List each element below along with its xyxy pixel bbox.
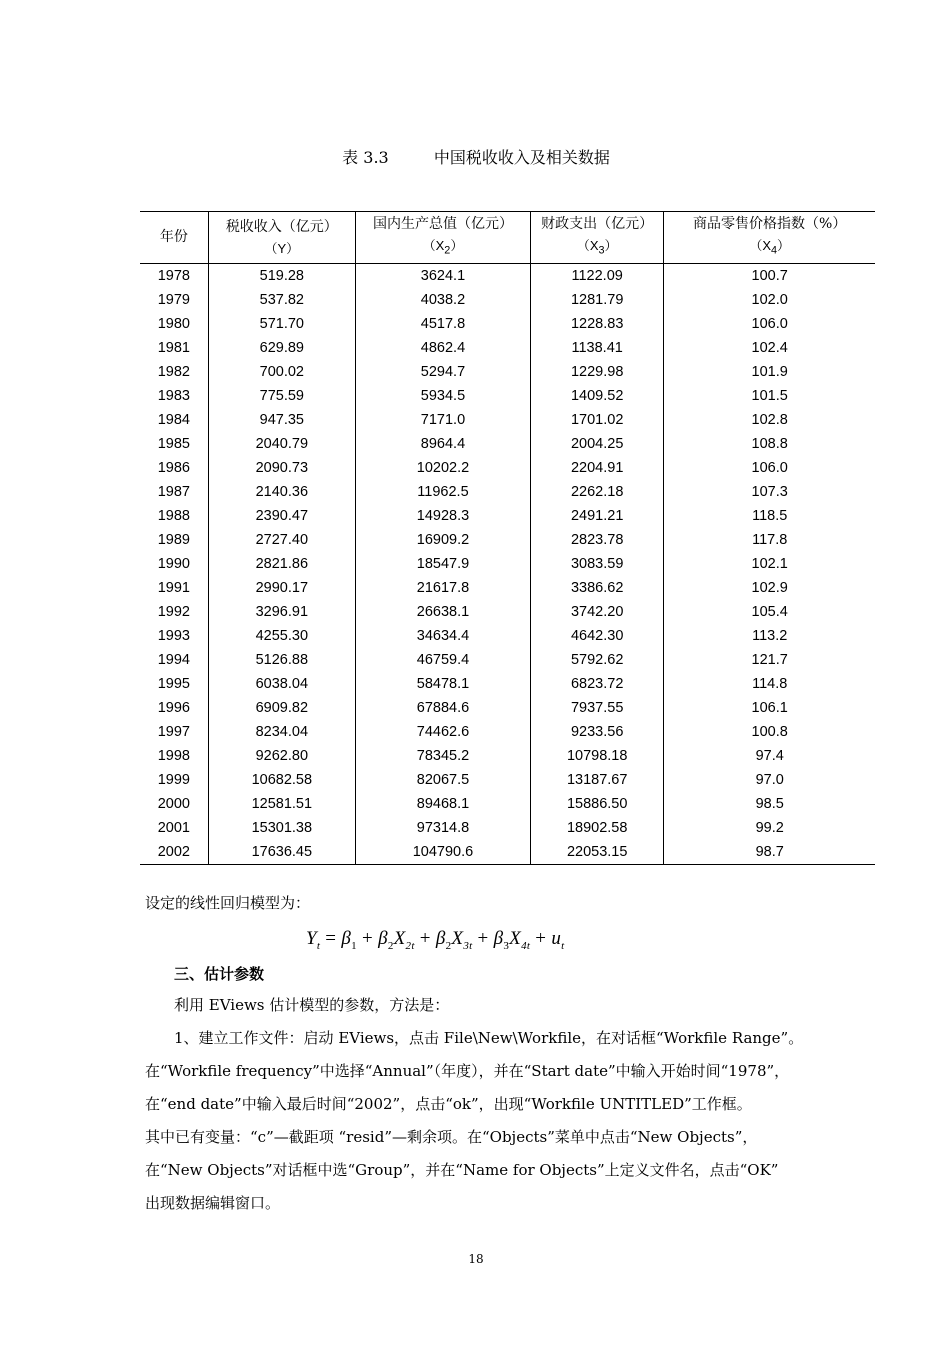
- cell-year: 1978: [157, 267, 190, 284]
- header-year: 年份: [140, 212, 208, 264]
- cell-gdp: 5934.5: [355, 384, 530, 408]
- cell-retail-price-index: 98.7: [664, 840, 875, 865]
- table-row: [140, 840, 875, 865]
- cell-tax-revenue: 8234.04: [208, 720, 355, 744]
- section-heading: 三、估计参数: [174, 965, 265, 983]
- cell-year: 1987: [157, 483, 190, 500]
- cell-retail-price-index: 100.7: [664, 263, 875, 288]
- cell-gdp: 14928.3: [355, 504, 530, 528]
- table-row: [140, 720, 875, 744]
- cell-retail-price-index: 106.1: [664, 696, 875, 720]
- cell-gdp: 5294.7: [355, 360, 530, 384]
- cell-year: 1993: [157, 627, 190, 644]
- cell-tax-revenue: 10682.58: [208, 768, 355, 792]
- cell-tax-revenue: 5126.88: [208, 648, 355, 672]
- table-row: [140, 624, 875, 648]
- table-row: [140, 456, 875, 480]
- table-row: [140, 768, 875, 792]
- cell-fiscal-expenditure: 13187.67: [530, 768, 663, 792]
- cell-fiscal-expenditure: 1138.41: [530, 336, 663, 360]
- table-row: [140, 744, 875, 768]
- table-number: 表 3.3: [342, 148, 389, 167]
- cell-retail-price-index: 98.5: [664, 792, 875, 816]
- cell-year: 1994: [157, 651, 190, 668]
- cell-year: 1981: [157, 339, 190, 356]
- tax-data-table: [140, 211, 875, 865]
- cell-fiscal-expenditure: 1122.09: [530, 263, 663, 288]
- cell-tax-revenue: 2990.17: [208, 576, 355, 600]
- cell-year: 1984: [157, 411, 190, 428]
- cell-tax-revenue: 4255.30: [208, 624, 355, 648]
- table-row: [140, 288, 875, 312]
- cell-gdp: 26638.1: [355, 600, 530, 624]
- table-row: [140, 504, 875, 528]
- cell-retail-price-index: 107.3: [664, 480, 875, 504]
- cell-gdp: 10202.2: [355, 456, 530, 480]
- page-number: 18: [468, 1252, 484, 1266]
- cell-retail-price-index: 102.0: [664, 288, 875, 312]
- table-title: 中国税收收入及相关数据: [433, 148, 610, 167]
- cell-tax-revenue: 2821.86: [208, 552, 355, 576]
- cell-year: 1979: [157, 291, 190, 308]
- body-line-4: 在“end date”中输入最后时间“2002”，点击“ok”，出现“Workfile UNTITLED”工作框。: [145, 1095, 752, 1113]
- cell-year: 1986: [157, 459, 190, 476]
- table-row: [140, 648, 875, 672]
- cell-gdp: 89468.1: [355, 792, 530, 816]
- cell-fiscal-expenditure: 4642.30: [530, 624, 663, 648]
- cell-tax-revenue: 571.70: [208, 312, 355, 336]
- cell-tax-revenue: 519.28: [208, 263, 355, 288]
- cell-year: 1996: [157, 699, 190, 716]
- cell-gdp: 18547.9: [355, 552, 530, 576]
- cell-year: 2001: [157, 819, 190, 836]
- cell-tax-revenue: 629.89: [208, 336, 355, 360]
- table-row: [140, 576, 875, 600]
- cell-retail-price-index: 117.8: [664, 528, 875, 552]
- cell-year: 1999: [157, 771, 190, 788]
- cell-gdp: 4517.8: [355, 312, 530, 336]
- cell-year: 1992: [157, 603, 190, 620]
- table-row: [140, 600, 875, 624]
- cell-retail-price-index: 113.2: [664, 624, 875, 648]
- cell-year: 1990: [157, 555, 190, 572]
- cell-tax-revenue: 2140.36: [208, 480, 355, 504]
- cell-fiscal-expenditure: 2204.91: [530, 456, 663, 480]
- table-row: [140, 696, 875, 720]
- cell-fiscal-expenditure: 3386.62: [530, 576, 663, 600]
- cell-tax-revenue: 12581.51: [208, 792, 355, 816]
- cell-retail-price-index: 118.5: [664, 504, 875, 528]
- cell-year: 1980: [157, 315, 190, 332]
- cell-year: 1982: [157, 363, 190, 380]
- cell-fiscal-expenditure: 3083.59: [530, 552, 663, 576]
- body-line-6: 在“New Objects”对话框中选“Group”，并在“Name for Objects”上定义文件名，点击“OK”: [145, 1161, 779, 1179]
- table-row: [140, 672, 875, 696]
- cell-gdp: 104790.6: [355, 840, 530, 865]
- cell-fiscal-expenditure: 2262.18: [530, 480, 663, 504]
- cell-retail-price-index: 108.8: [664, 432, 875, 456]
- header-fiscal-expenditure: 财政支出（亿元） $(X_3)$: [530, 212, 663, 264]
- cell-fiscal-expenditure: 2004.25: [530, 432, 663, 456]
- cell-year: 1998: [157, 747, 190, 764]
- cell-fiscal-expenditure: 9233.56: [530, 720, 663, 744]
- cell-tax-revenue: 9262.80: [208, 744, 355, 768]
- body-line-1: 利用 EViews 估计模型的参数，方法是：: [174, 996, 450, 1014]
- cell-fiscal-expenditure: 10798.18: [530, 744, 663, 768]
- table-row: [140, 336, 875, 360]
- cell-year: 1995: [157, 675, 190, 692]
- cell-year: 1985: [157, 435, 190, 452]
- table-row: [140, 263, 875, 288]
- table-row: [140, 816, 875, 840]
- cell-fiscal-expenditure: 1229.98: [530, 360, 663, 384]
- cell-gdp: 4038.2: [355, 288, 530, 312]
- table-row: [140, 312, 875, 336]
- cell-gdp: 16909.2: [355, 528, 530, 552]
- cell-retail-price-index: 97.0: [664, 768, 875, 792]
- cell-tax-revenue: 537.82: [208, 288, 355, 312]
- table-row: [140, 408, 875, 432]
- cell-tax-revenue: 2090.73: [208, 456, 355, 480]
- model-intro: 设定的线性回归模型为：: [145, 894, 311, 912]
- cell-fiscal-expenditure: 15886.50: [530, 792, 663, 816]
- table-row: [140, 528, 875, 552]
- body-line-3: 在“Workfile frequency”中选择“Annual”（年度），并在“Start date”中输入开始时间“1978”，: [145, 1062, 790, 1080]
- cell-retail-price-index: 97.4: [664, 744, 875, 768]
- cell-fiscal-expenditure: 1228.83: [530, 312, 663, 336]
- header-tax-revenue: 税收收入（亿元） （Y）: [208, 212, 355, 264]
- cell-gdp: 74462.6: [355, 720, 530, 744]
- cell-fiscal-expenditure: 1409.52: [530, 384, 663, 408]
- cell-retail-price-index: 114.8: [664, 672, 875, 696]
- body-line-7: 出现数据编辑窗口。: [145, 1194, 281, 1212]
- cell-gdp: 58478.1: [355, 672, 530, 696]
- cell-retail-price-index: 121.7: [664, 648, 875, 672]
- cell-fiscal-expenditure: 6823.72: [530, 672, 663, 696]
- cell-fiscal-expenditure: 3742.20: [530, 600, 663, 624]
- cell-retail-price-index: 99.2: [664, 816, 875, 840]
- cell-year: 1989: [157, 531, 190, 548]
- cell-year: 2000: [157, 795, 190, 812]
- cell-year: 1988: [157, 507, 190, 524]
- cell-gdp: 21617.8: [355, 576, 530, 600]
- cell-tax-revenue: 775.59: [208, 384, 355, 408]
- cell-tax-revenue: 2727.40: [208, 528, 355, 552]
- cell-retail-price-index: 106.0: [664, 312, 875, 336]
- table-row: [140, 432, 875, 456]
- cell-fiscal-expenditure: 5792.62: [530, 648, 663, 672]
- table-row: [140, 792, 875, 816]
- body-line-5: 其中已有变量：“c”—截距项 “resid”—剩余项。在“Objects”菜单中点击“New Objects”，: [145, 1128, 758, 1146]
- header-retail-price-index: 商品零售价格指数（%） $(X_4)$: [664, 212, 875, 264]
- cell-year: 1991: [157, 579, 190, 596]
- cell-gdp: 46759.4: [355, 648, 530, 672]
- cell-fiscal-expenditure: 7937.55: [530, 696, 663, 720]
- cell-gdp: 67884.6: [355, 696, 530, 720]
- cell-tax-revenue: 2390.47: [208, 504, 355, 528]
- cell-tax-revenue: 947.35: [208, 408, 355, 432]
- cell-tax-revenue: 2040.79: [208, 432, 355, 456]
- cell-retail-price-index: 105.4: [664, 600, 875, 624]
- body-line-2: 1、建立工作文件：启动 EViews，点击 File\New\Workfile，在对话框“Workfile Range”。: [174, 1029, 804, 1047]
- regression-formula: $Y_t = \beta_1 + \beta_2X_{2t} + \beta_2X_{3t} + \beta_3X_{4t} + u_t$: [306, 928, 565, 952]
- table-row: [140, 480, 875, 504]
- cell-fiscal-expenditure: 2491.21: [530, 504, 663, 528]
- table-row: [140, 552, 875, 576]
- cell-tax-revenue: 700.02: [208, 360, 355, 384]
- cell-year: 1983: [157, 387, 190, 404]
- table-row: [140, 360, 875, 384]
- cell-gdp: 82067.5: [355, 768, 530, 792]
- table-header-row: [140, 212, 875, 264]
- cell-fiscal-expenditure: 1701.02: [530, 408, 663, 432]
- cell-gdp: 11962.5: [355, 480, 530, 504]
- cell-tax-revenue: 3296.91: [208, 600, 355, 624]
- cell-fiscal-expenditure: 1281.79: [530, 288, 663, 312]
- cell-fiscal-expenditure: 18902.58: [530, 816, 663, 840]
- table-caption: [0, 145, 952, 168]
- cell-tax-revenue: 17636.45: [208, 840, 355, 865]
- table-body: [140, 263, 875, 864]
- cell-fiscal-expenditure: 2823.78: [530, 528, 663, 552]
- table-row: [140, 384, 875, 408]
- cell-tax-revenue: 15301.38: [208, 816, 355, 840]
- cell-fiscal-expenditure: 22053.15: [530, 840, 663, 865]
- cell-year: 1997: [157, 723, 190, 740]
- cell-retail-price-index: 102.4: [664, 336, 875, 360]
- cell-retail-price-index: 101.5: [664, 384, 875, 408]
- cell-retail-price-index: 102.9: [664, 576, 875, 600]
- cell-gdp: 4862.4: [355, 336, 530, 360]
- cell-gdp: 7171.0: [355, 408, 530, 432]
- header-gdp: 国内生产总值（亿元） $(X_2)$: [355, 212, 530, 264]
- cell-retail-price-index: 100.8: [664, 720, 875, 744]
- cell-retail-price-index: 102.8: [664, 408, 875, 432]
- cell-retail-price-index: 101.9: [664, 360, 875, 384]
- cell-gdp: 97314.8: [355, 816, 530, 840]
- cell-retail-price-index: 106.0: [664, 456, 875, 480]
- cell-gdp: 78345.2: [355, 744, 530, 768]
- cell-gdp: 34634.4: [355, 624, 530, 648]
- cell-gdp: 8964.4: [355, 432, 530, 456]
- cell-gdp: 3624.1: [355, 263, 530, 288]
- cell-tax-revenue: 6909.82: [208, 696, 355, 720]
- cell-year: 2002: [140, 840, 208, 865]
- cell-retail-price-index: 102.1: [664, 552, 875, 576]
- cell-tax-revenue: 6038.04: [208, 672, 355, 696]
